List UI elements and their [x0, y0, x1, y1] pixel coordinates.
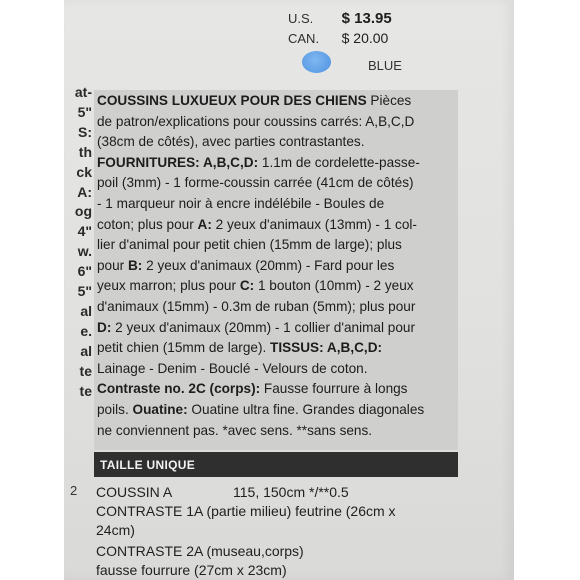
text: pour — [97, 257, 128, 273]
description-line — [97, 341, 382, 355]
left-column-fragment: 5" — [77, 283, 92, 299]
text: lier d'animal pour petit chien (15mm de large); plus — [97, 237, 402, 253]
left-column-fragment: al — [80, 342, 92, 359]
left-column-fragment: th — [78, 143, 92, 160]
description-line — [97, 135, 364, 149]
text: Fausse fourrure à longs — [260, 381, 408, 397]
text: 2 yeux d'animaux (13mm) - 1 col- — [211, 216, 417, 232]
size-header-bar — [94, 452, 458, 477]
blue-color-dot-icon — [302, 51, 331, 73]
contraste2-line1: CONTRASTE 2A (museau,corps) — [96, 543, 304, 559]
left-column-fragment: al — [80, 302, 92, 319]
left-column-fragment: te — [79, 382, 92, 399]
bold-text: B: — [127, 257, 143, 273]
description-line — [97, 382, 407, 396]
description-line — [97, 156, 420, 170]
text: 1 bouton (10mm) - 2 yeux — [254, 278, 414, 294]
description-line — [97, 362, 368, 376]
bold-text: TISSUS: A,B,C,D: — [270, 340, 383, 356]
edge-mark: 2 — [70, 483, 78, 498]
bold-text: Contraste no. 2C (corps): — [97, 381, 261, 397]
description-line — [97, 403, 424, 417]
description-line — [97, 176, 414, 190]
price-can — [288, 30, 388, 46]
price-us-label: U.S. — [288, 11, 314, 26]
price-us — [288, 10, 392, 27]
text: poils. — [97, 402, 133, 417]
description-line — [97, 321, 415, 335]
left-column-fragment: 5" — [77, 103, 92, 120]
text: - 1 marqueur noir à encre indélébile - Boules de — [97, 196, 385, 211]
bold-text: Ouatine: — [132, 402, 188, 417]
size-header: TAILLE UNIQUE — [100, 458, 196, 472]
text: petit chien (15mm de large). — [97, 340, 271, 356]
bold-text: C: — [239, 278, 255, 294]
coussin-label: COUSSIN A — [96, 484, 173, 500]
bold-text: A: — [197, 216, 212, 232]
text: d'animaux (15mm) - 0.3m de ruban (5mm); plus pour — [97, 299, 416, 314]
description-line — [97, 197, 384, 211]
text: coton; plus pour — [97, 216, 198, 232]
text: ne conviennent pas. *avec sens. **sans sens. — [97, 422, 373, 438]
price-can-label: CAN. — [288, 31, 320, 46]
text: Lainage - Denim - Bouclé - Velours de coton. — [97, 360, 368, 376]
bold-text: D: — [97, 319, 112, 335]
description-line — [97, 300, 415, 314]
text: yeux marron; plus pour — [97, 278, 240, 294]
price-can-value: $ 20.00 — [341, 30, 389, 46]
left-column-fragment: ck — [76, 163, 92, 180]
coussin-value: 115, 150cm */**0.5 — [233, 484, 349, 500]
text: de patron/explications pour coussins carrés: A,B,C,D — [97, 113, 415, 129]
left-column-fragment: og — [74, 203, 92, 220]
description-line — [97, 218, 417, 232]
left-column-fragment: A: — [77, 183, 92, 200]
left-column-fragment: at- — [74, 84, 92, 100]
left-column-fragment: w. — [77, 243, 92, 260]
description-line — [97, 424, 372, 438]
description-line — [97, 279, 414, 293]
text: 1.1m de cordelette-passe- — [258, 154, 420, 170]
text: 2 yeux d'animaux (20mm) - Fard pour les — [142, 257, 395, 273]
bold-text: FOURNITURES: A,B,C,D: — [97, 154, 259, 170]
text: Pièces — [366, 93, 412, 108]
color-label: BLUE — [368, 58, 402, 73]
left-column-fragment: S: — [78, 123, 92, 140]
description-line — [97, 238, 402, 252]
text: (38cm de côtés), avec parties contrastantes. — [97, 134, 365, 150]
text: Ouatine ultra fine. Grandes diagonales — [187, 402, 425, 417]
cut-off-left-column — [64, 84, 92, 494]
left-column-fragment: 4" — [77, 223, 92, 240]
bold-text: COUSSINS LUXUEUX POUR DES CHIENS — [97, 93, 367, 108]
description-line — [97, 259, 394, 273]
left-column-fragment: e. — [80, 322, 92, 339]
text: 2 yeux d'animaux (20mm) - 1 collier d'animal pour — [111, 319, 415, 335]
contraste2-line2: fausse fourrure (27cm x 23cm) — [96, 562, 287, 578]
contraste1-line1: CONTRASTE 1A (partie milieu) feutrine (26cm x — [96, 503, 396, 519]
description-line — [97, 94, 411, 108]
text: poil (3mm) - 1 forme-coussin carrée (41cm de côtés) — [97, 175, 414, 191]
left-column-fragment: 6" — [77, 263, 92, 280]
price-us-value: $ 13.95 — [341, 10, 392, 27]
description-line — [97, 115, 414, 129]
contraste1-line2: 24cm) — [96, 522, 135, 538]
left-column-fragment: te — [79, 362, 92, 379]
